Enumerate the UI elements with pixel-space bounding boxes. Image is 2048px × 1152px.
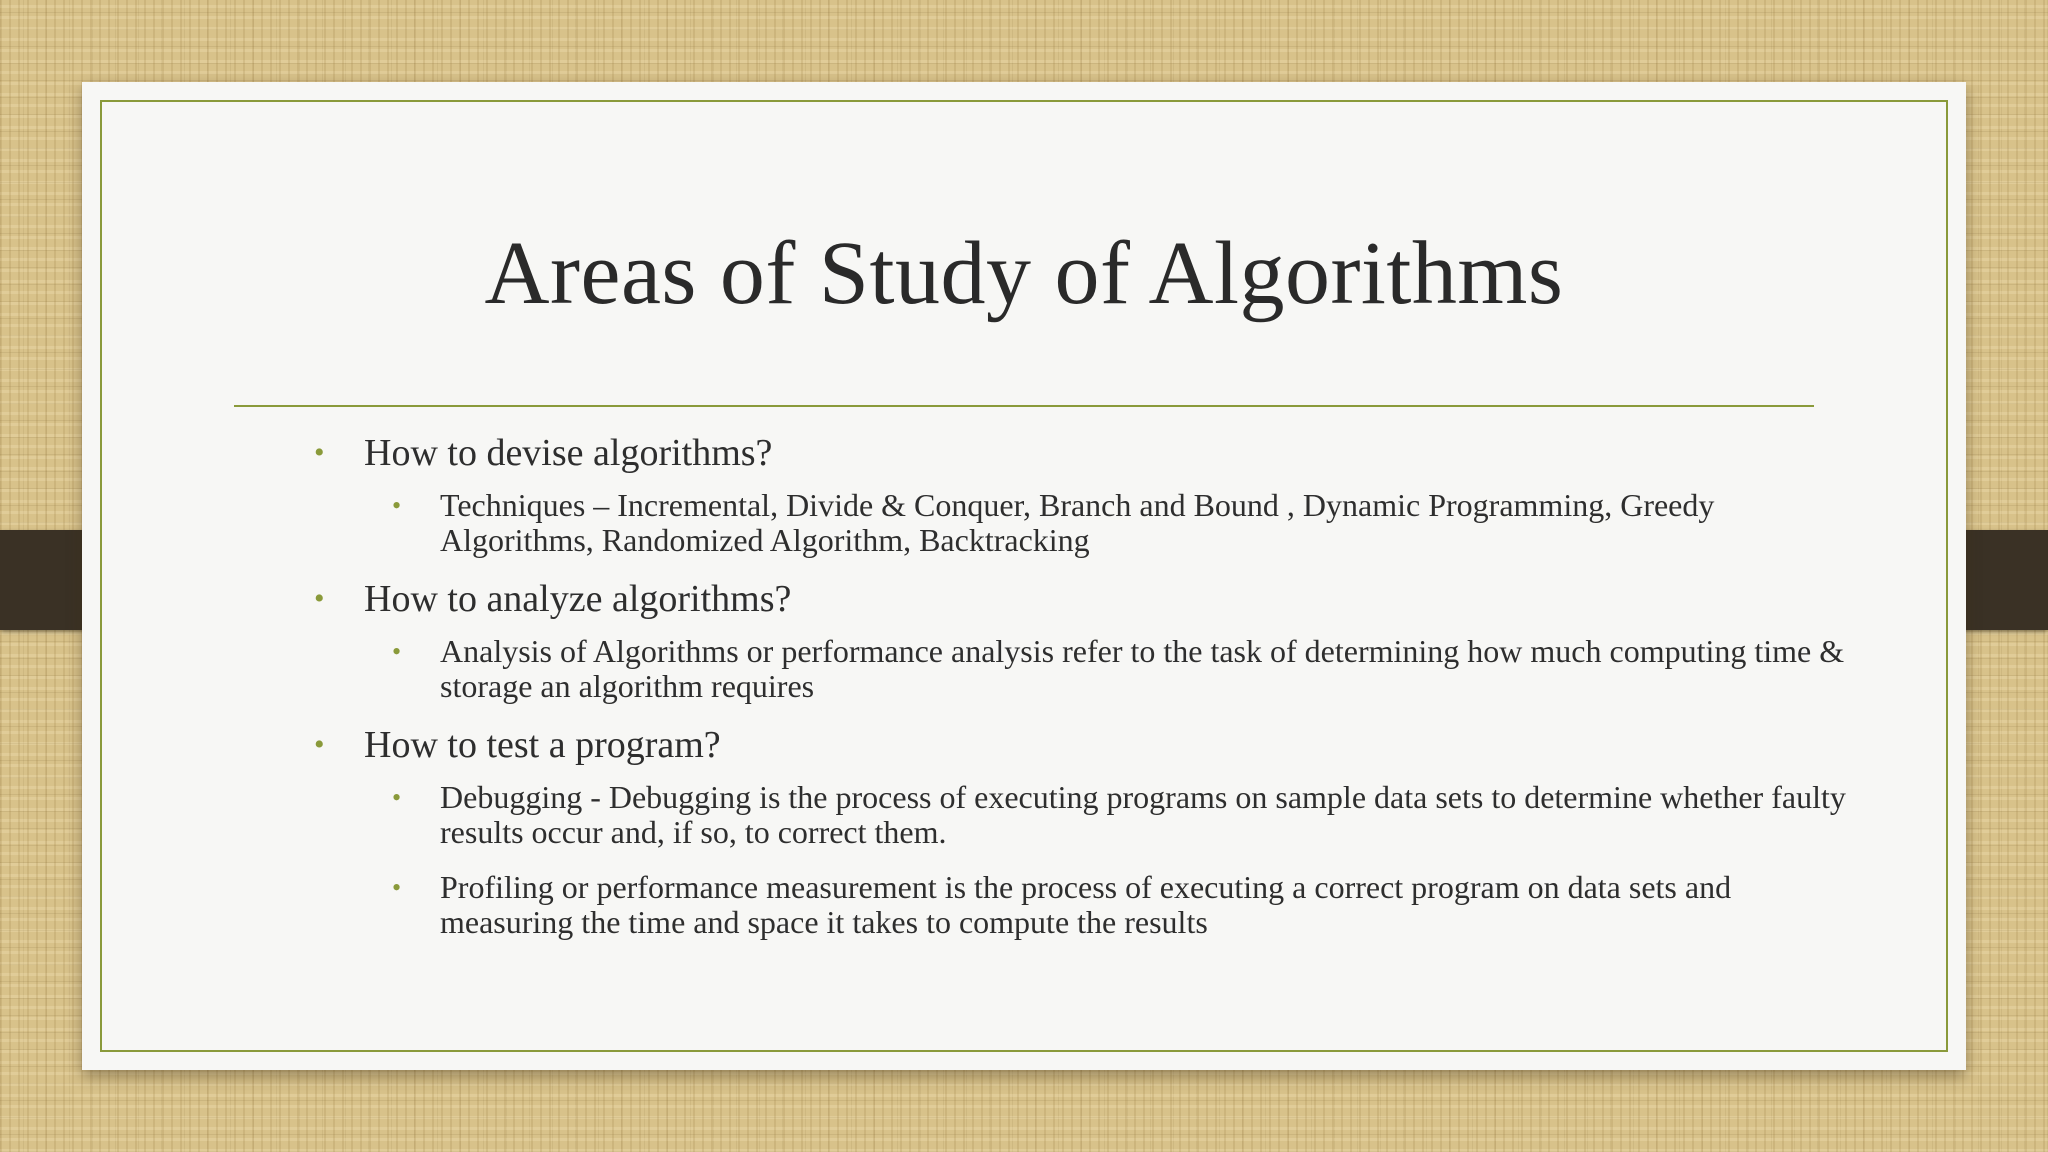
bullet-dot-icon: • [392, 637, 402, 666]
sub-bullet-text: Debugging - Debugging is the process of executing programs on sample data sets to determine whether faulty results occur and, if so, to correct them. [440, 779, 1846, 850]
sub-bullet-analysis [230, 634, 1870, 704]
bullet-text: How to analyze algorithms? [364, 578, 792, 620]
bullet-analyze [230, 578, 1870, 620]
bullet-dot-icon: • [314, 728, 325, 761]
bullet-dot-icon: • [392, 491, 402, 520]
bullet-text: How to test a program? [364, 724, 721, 766]
bullet-devise [230, 432, 1870, 474]
sub-bullet-text: Techniques – Incremental, Divide & Conquer, Branch and Bound , Dynamic Programming, Greedy Algorithms, Randomized Algorithm, Backtracking [440, 487, 1715, 558]
sub-bullet-debugging [230, 780, 1870, 850]
slide-card [82, 82, 1966, 1070]
bullet-dot-icon: • [392, 873, 402, 902]
bullet-list [230, 432, 1870, 960]
bullet-test [230, 724, 1870, 766]
sub-bullet-profiling [230, 870, 1870, 940]
slide-title: Areas of Study of Algorithms [484, 224, 1564, 323]
sub-bullet-text: Analysis of Algorithms or performance analysis refer to the task of determining how much computing time & storage an algorithm requires [440, 633, 1845, 704]
sub-bullet-techniques [230, 488, 1870, 558]
bullet-text: How to devise algorithms? [364, 432, 773, 474]
bullet-dot-icon: • [392, 783, 402, 812]
bullet-dot-icon: • [314, 582, 325, 615]
bullet-dot-icon: • [314, 436, 325, 469]
title-divider [234, 405, 1814, 407]
sub-bullet-text: Profiling or performance measurement is the process of executing a correct program on data sets and measuring the time and space it takes to compute the results [440, 869, 1732, 940]
